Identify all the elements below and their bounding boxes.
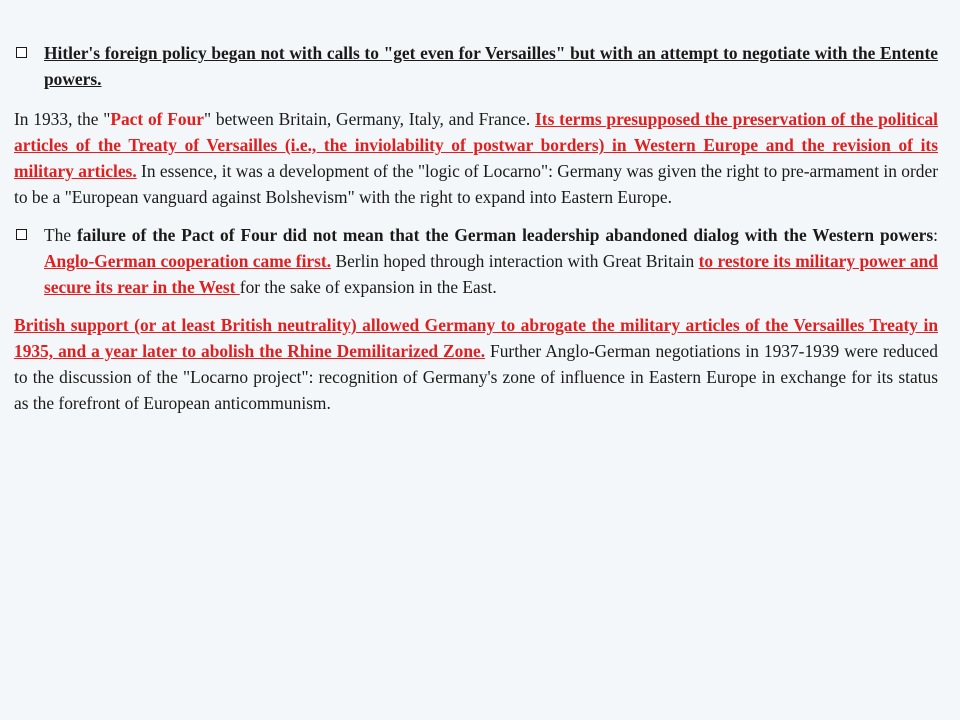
bullet-failure [14, 222, 938, 300]
failure-mid-text: Berlin hoped through interaction with Great Britain [331, 251, 699, 271]
pact-terms-highlight: Its terms presupposed the preservation of the political articles of the Treaty of Versailles (i.e., the inviolability of postwar borders) in Western Europe and the revision of its military articles. [14, 109, 938, 181]
failure-bold-text: failure of the Pact of Four did not mean that the German leadership abandoned dialog with the Western powers [76, 225, 934, 245]
pact-rest-text: In essence, it was a development of the "logic of Locarno": Germany was given the right to pre-armament in order to be a "European vanguard against Bolshevism" with the right to expand into Eastern Europe. [14, 161, 939, 207]
pact-of-four-term: Pact of Four [110, 109, 204, 129]
square-bullet-icon [16, 47, 27, 58]
paragraph-british-support [14, 312, 938, 416]
square-bullet-icon [16, 229, 27, 240]
bullet-negotiation [14, 40, 938, 92]
failure-end-text: for the sake of expansion in the East. [239, 277, 497, 297]
restore-power-highlight: to restore its military power and secure its rear in the West [44, 251, 938, 297]
bullet-negotiation-text: Hitler's foreign policy began not with calls to "get even for Versailles" but with an attempt to negotiate with the Entente powers. [44, 43, 938, 89]
cooperation-highlight: Anglo-German cooperation came first. [44, 251, 332, 271]
paragraph-pact-of-four [14, 106, 938, 210]
british-support-highlight: British support (or at least British neutrality) allowed Germany to abrogate the military articles of the Versailles Treaty in 1935, and a year later to abolish the Rhine Demilitarized Zone. [14, 315, 938, 361]
failure-colon: : [933, 225, 938, 245]
pact-intro-text: In 1933, the " [14, 109, 111, 129]
pact-after-text: " between Britain, Germany, Italy, and France. [203, 109, 536, 129]
british-support-rest: Further Anglo-German negotiations in 1937-1939 were reduced to the discussion of the "Locarno project": recognition of Germany's zone of influence in Eastern Europe in exchange for its status as the forefront of European anticommunism. [14, 341, 938, 413]
failure-the-text: The [44, 225, 77, 245]
